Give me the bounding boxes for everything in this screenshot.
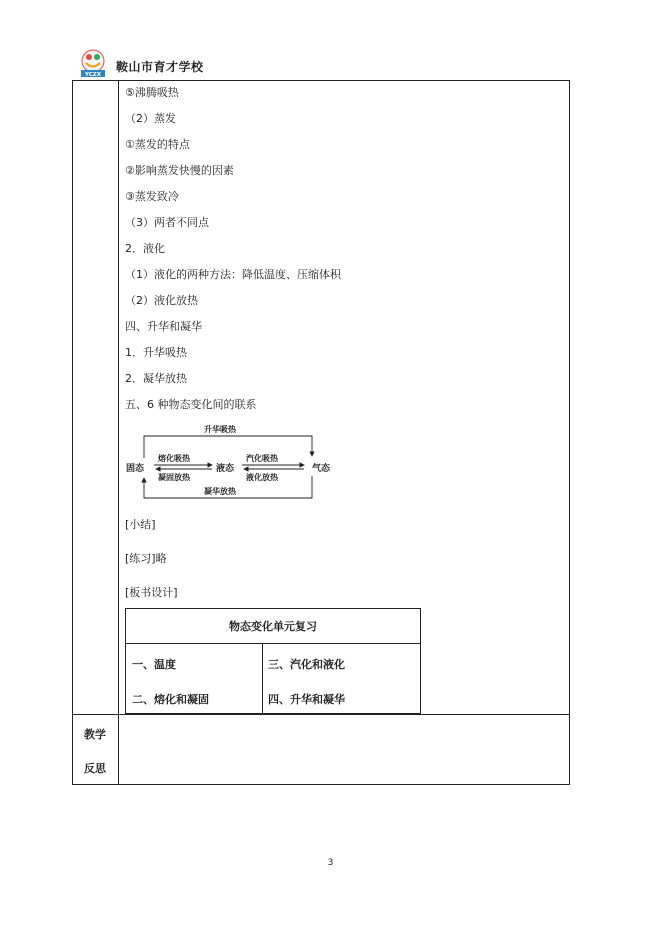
state-gas: 气态 [312,464,331,474]
content-line: 四、升华和凝华 [125,320,202,333]
page-header [78,44,558,78]
content-line: ②影响蒸发快慢的因素 [125,164,234,177]
content-line: （3）两者不同点 [125,216,209,229]
label-deposit: 凝华放热 [204,487,236,496]
board-column-divider [262,644,263,715]
content-line: 2．凝华放热 [125,372,187,385]
board-cell: 一、温度 [132,658,176,671]
table-row-divider [72,714,570,715]
label-melt: 熔化吸热 [158,454,190,463]
reflection-label: 反思 [84,762,106,775]
content-line: 五、6 种物态变化间的联系 [125,398,257,411]
board-cell: 二、熔化和凝固 [132,693,209,706]
state-liquid: 液态 [216,464,235,474]
board-design-heading: [板书设计] [125,586,178,599]
board-cell: 三、汽化和液化 [268,658,345,671]
board-title: 物态变化单元复习 [126,609,420,644]
state-solid: 固态 [126,464,145,474]
content-line: （2）蒸发 [125,112,176,125]
school-logo [78,48,108,78]
board-cell: 四、升华和凝华 [268,693,345,706]
page-number: 3 [327,858,334,868]
content-line: ①蒸发的特点 [125,138,190,151]
content-line: ③蒸发致冷 [125,190,179,203]
label-vaporize: 汽化吸热 [246,454,278,463]
state-change-diagram [124,420,340,502]
label-freeze: 凝固放热 [158,473,190,482]
summary-heading: [小结] [125,518,156,531]
school-name: 鞍山市育才学校 [116,60,204,74]
label-liquefy: 液化放热 [246,473,278,482]
logo-text: YCZX [84,72,102,78]
content-line: 1．升华吸热 [125,346,187,359]
board-design-table [125,608,421,714]
reflection-label: 教学 [84,728,106,741]
practice-heading: [练习]略 [125,552,167,565]
content-line: ⑤沸腾吸热 [125,86,179,99]
content-line: 2．液化 [125,242,165,255]
table-column-divider [118,80,119,785]
content-line: （2）液化放热 [125,294,198,307]
content-line: （1）液化的两种方法：降低温度、压缩体积 [125,268,341,281]
label-sublimate: 升华吸热 [204,425,236,434]
